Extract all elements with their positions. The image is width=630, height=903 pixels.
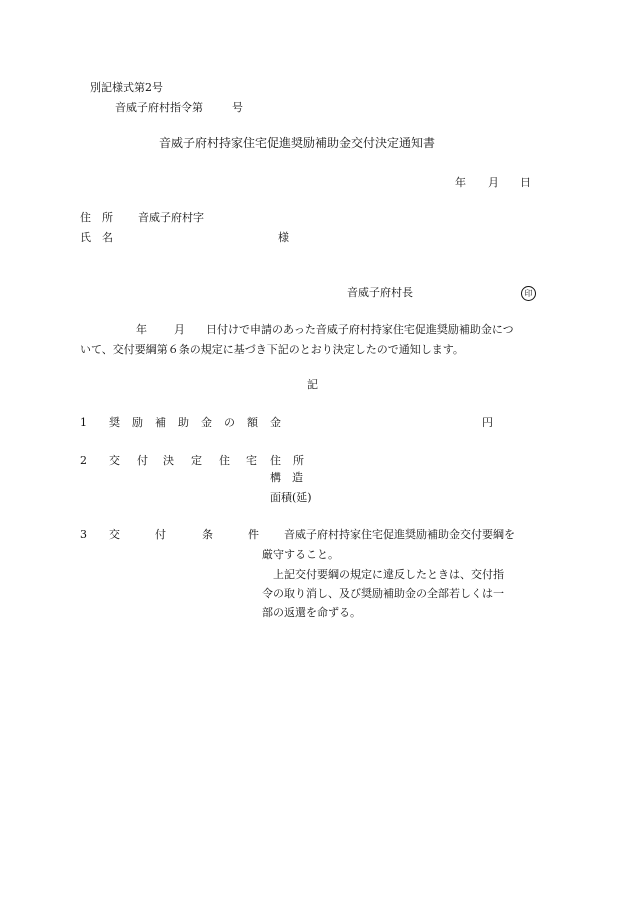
sender-title: 音威子府村長 bbox=[347, 286, 413, 299]
item3-condition-line: 音威子府村持家住宅促進奨励補助金交付要綱を bbox=[284, 528, 515, 541]
item3-label-char: 条 bbox=[202, 528, 213, 541]
item1-label-char: の bbox=[224, 416, 235, 429]
item3-label-char: 件 bbox=[248, 528, 259, 541]
item1-unit: 円 bbox=[482, 416, 493, 429]
item2-label-char: 所 bbox=[293, 454, 304, 467]
item3-label-char: 付 bbox=[155, 528, 166, 541]
item1-label-char: 励 bbox=[132, 416, 143, 429]
item2-label-char: 住 bbox=[219, 454, 230, 467]
item3-condition-line: 部の返還を命ずる。 bbox=[262, 606, 361, 619]
item1-label-char: 補 bbox=[155, 416, 166, 429]
name-label: 氏 名 bbox=[80, 231, 113, 244]
item3-condition-line: 令の取り消し、及び奨励補助金の全部若しくは一 bbox=[262, 587, 504, 600]
body-line2: いて、交付要綱第６条の規定に基づき下記のとおり決定したので通知します。 bbox=[80, 343, 464, 356]
item1-label-char: 金 bbox=[270, 416, 281, 429]
address-label: 住 所 bbox=[80, 211, 113, 224]
date-month: 月 bbox=[488, 176, 499, 189]
item2-number: 2 bbox=[80, 454, 87, 467]
item2-structure-label: 構 造 bbox=[270, 471, 303, 484]
item2-label-char: 付 bbox=[137, 454, 148, 467]
item3-number: 3 bbox=[80, 528, 87, 541]
date-day: 日 bbox=[520, 176, 531, 189]
item2-label-char: 交 bbox=[109, 454, 120, 467]
item3-condition-line: 上記交付要綱の規定に違反したときは、交付指 bbox=[262, 568, 504, 581]
item2-label-char: 宅 bbox=[246, 454, 257, 467]
item3-condition-line: 厳守すること。 bbox=[262, 548, 339, 561]
document-title: 音威子府村持家住宅促進奨励補助金交付決定通知書 bbox=[159, 136, 436, 150]
body-month: 月 bbox=[174, 323, 185, 336]
item1-number: 1 bbox=[80, 416, 87, 429]
item1-label-char: 金 bbox=[201, 416, 212, 429]
body-year: 年 bbox=[136, 323, 147, 336]
item1-label-char: 奨 bbox=[109, 416, 120, 429]
body-line1: 日付けで申請のあった音威子府村持家住宅促進奨励補助金につ bbox=[206, 323, 514, 336]
date-year: 年 bbox=[455, 176, 466, 189]
item1-label-char: 助 bbox=[178, 416, 189, 429]
seal-mark: 印 bbox=[521, 286, 536, 301]
ki-mark: 記 bbox=[307, 378, 318, 391]
item2-label-char: 定 bbox=[191, 454, 202, 467]
item3-label-char: 交 bbox=[109, 528, 120, 541]
item2-area-label: 面積(延) bbox=[270, 491, 312, 504]
reference-number-suffix: 号 bbox=[232, 101, 243, 114]
item2-label-char: 決 bbox=[163, 454, 174, 467]
item1-label-char: 額 bbox=[247, 416, 258, 429]
form-number: 別記様式第2号 bbox=[90, 81, 163, 94]
reference-number-prefix: 音威子府村指令第 bbox=[115, 101, 203, 114]
address-value: 音威子府村字 bbox=[138, 211, 204, 224]
honorific: 様 bbox=[278, 231, 289, 244]
item2-label-char: 住 bbox=[270, 454, 281, 467]
